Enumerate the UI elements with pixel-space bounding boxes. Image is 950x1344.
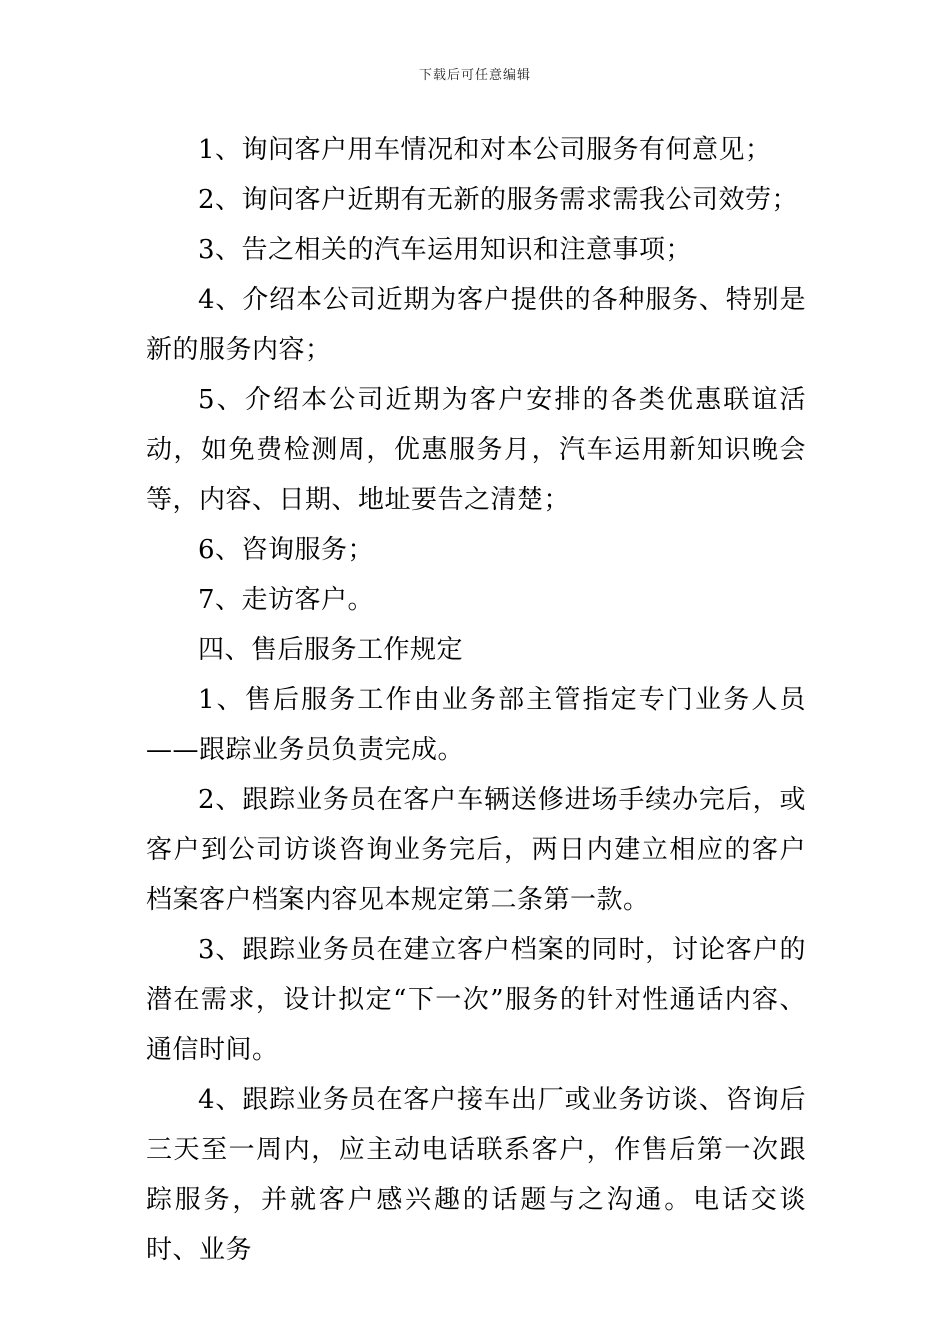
paragraph-2: 2、询问客户近期有无新的服务需求需我公司效劳； [198,185,799,215]
paragraph-5: 5、介绍本公司近期为客户安排的各类优惠联谊活动，如免费检测周，优惠服务月，汽车运用新知识晚会等，内容、日期、地址要告之清楚； [146,385,806,515]
section-heading-4: 四、售后服务工作规定 [198,635,464,665]
paragraph-1: 1、询问客户用车情况和对本公司服务有何意见； [198,135,772,165]
paragraph-rule-4: 4、跟踪业务员在客户接车出厂或业务访谈、咨询后三天至一周内，应主动电话联系客户，作售后第一次跟踪服务，并就客户感兴趣的话题与之沟通。电话交谈时、业务 [146,1085,806,1265]
paragraph-3: 3、告之相关的汽车运用知识和注意事项； [198,235,693,265]
paragraph-6: 6、咨询服务； [198,535,375,565]
paragraph-rule-1: 1、售后服务工作由业务部主管指定专门业务人员——跟踪业务员负责完成。 [146,685,806,765]
document-body [146,125,806,1275]
paragraph-rule-2: 2、跟踪业务员在客户车辆送修进场手续办完后，或客户到公司访谈咨询业务完后，两日内建立相应的客户档案客户档案内容见本规定第二条第一款。 [146,785,806,915]
header-note: 下载后可任意编辑 [418,68,531,83]
paragraph-rule-3: 3、跟踪业务员在建立客户档案的同时，讨论客户的潜在需求，设计拟定“下一次”服务的针对性通话内容、通信时间。 [146,935,806,1065]
paragraph-4: 4、介绍本公司近期为客户提供的各种服务、特别是新的服务内容； [146,285,806,365]
paragraph-7: 7、走访客户。 [198,585,375,615]
